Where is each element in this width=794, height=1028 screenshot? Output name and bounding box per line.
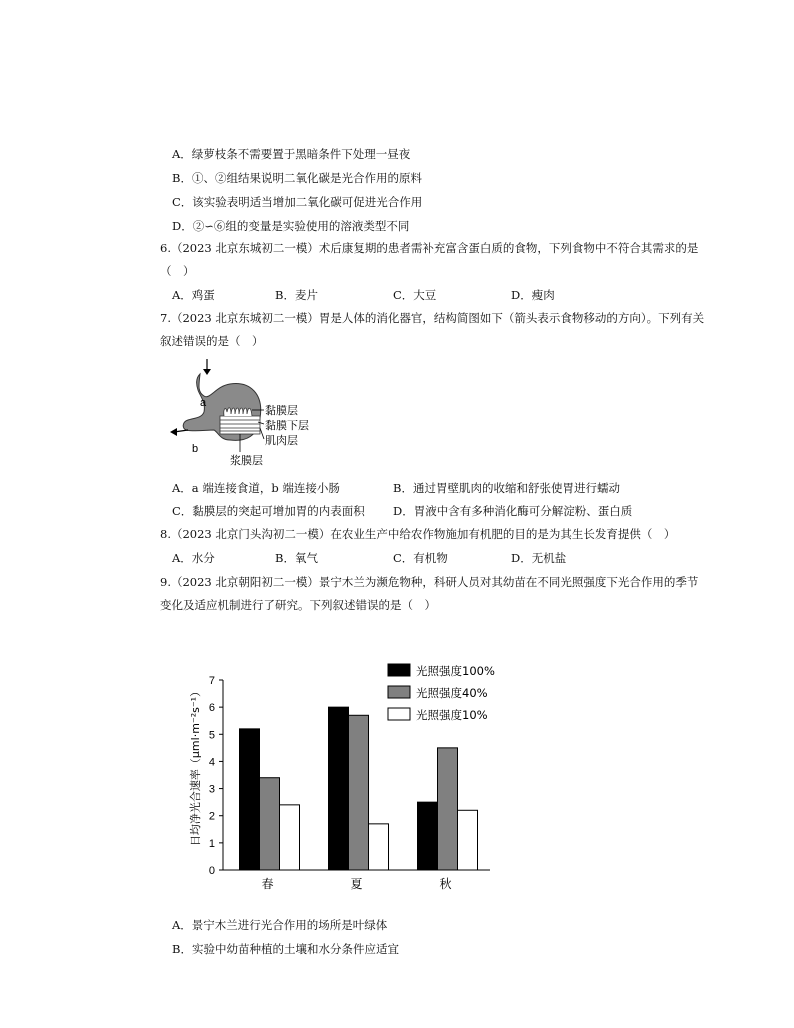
q7-option-a: A．a 端连接食道，b 端连接小肠 [172,481,340,495]
chart-y-axis-label: 日均净光合速率（μml·m⁻²s⁻¹） [189,685,202,847]
y-tick-label: 4 [208,756,215,769]
x-category-label: 夏 [350,877,363,891]
y-tick-label: 1 [208,837,215,850]
q8-option-a: A．水分 [172,551,215,565]
q9-option-a: A．景宁木兰进行光合作用的场所是叶绿体 [172,918,388,932]
q7-option-b: B．通过胃壁肌肉的收缩和舒张使胃进行蠕动 [393,481,620,495]
q5-option-c: C．该实验表明适当增加二氧化碳可促进光合作用 [172,195,423,209]
y-tick-label: 5 [208,729,215,742]
bar [369,824,389,870]
q5-option-b: B．①、②组结果说明二氧化碳是光合作用的原料 [172,171,422,185]
chart-legend [388,664,495,722]
chart-bars [240,707,478,870]
stomach-diagram [164,356,314,472]
y-tick-label: 0 [208,865,215,877]
legend-label: 光照强度100% [416,664,495,678]
bar [240,729,260,870]
label-b: b [192,443,199,455]
q6-option-b: B．麦片 [275,288,318,302]
q6-option-d: D．瘦肉 [511,288,555,302]
bar [280,805,300,870]
bar [329,707,349,870]
legend-swatch [388,686,410,698]
q7-stem-line1: 7.（2023 北京东城初二一模）胃是人体的消化器官，结构简图如下（箭头表示食物移动的方向）。下列有关 [160,311,705,325]
bar [438,748,458,870]
q6-stem-line2: （ ） [160,264,195,278]
legend-swatch [388,708,410,720]
q9-option-b: B．实验中幼苗种植的土壤和水分条件应适宜 [172,942,399,956]
label-serosa: 浆膜层 [230,454,263,467]
legend-label: 光照强度40% [416,686,488,700]
y-tick-label: 3 [208,783,215,796]
label-muscle: 肌肉层 [265,434,298,447]
chart-ticks [209,675,223,877]
legend-swatch [388,664,410,676]
q5-option-a: A．绿萝枝条不需要置于黑暗条件下处理一昼夜 [172,147,411,161]
q8-option-b: B．氧气 [275,551,318,565]
q9-stem-line2: 变化及适应机制进行了研究。下列叙述错误的是（ ） [160,598,436,612]
label-a: a [200,397,207,409]
q8-stem: 8.（2023 北京门头沟初二一模）在农业生产中给农作物施加有机肥的目的是为其生长发育提供（ ） [160,527,676,541]
y-tick-label: 6 [208,702,215,715]
bar [260,778,280,870]
q7-option-d: D．胃液中含有多种消化酶可分解淀粉、蛋白质 [393,504,633,518]
q8-option-d: D．无机盐 [511,551,567,565]
q9-stem-line1: 9.（2023 北京朝阳初二一模）景宁木兰为濒危物种，科研人员对其幼苗在不同光照强度下光合作用的季节 [160,575,699,589]
q5-option-d: D．②∽⑥组的变量是实验使用的溶液类型不同 [172,219,410,233]
q8-option-c: C．有机物 [393,551,448,565]
y-tick-label: 7 [208,675,215,687]
q6-option-c: C．大豆 [393,288,437,302]
q6-stem-line1: 6.（2023 北京东城初二一模）术后康复期的患者需补充富含蛋白质的食物，下列食物中不符合其需求的是 [160,241,699,255]
label-mucosa: 黏膜层 [265,404,298,417]
bar-chart [170,652,510,897]
q6-option-a: A．鸡蛋 [172,288,215,302]
x-category-label: 秋 [439,877,452,891]
y-tick-label: 2 [208,810,215,823]
food-in-arrowhead [203,369,211,375]
q7-stem-line2: 叙述错误的是（ ） [160,334,264,348]
label-submucosa: 黏膜下层 [265,419,309,432]
bar [349,715,369,870]
food-out-arrowhead [170,428,177,436]
bar [458,810,478,870]
bar [418,802,438,870]
chart-categories [261,876,451,891]
x-category-label: 春 [261,877,274,891]
legend-label: 光照强度10% [416,708,488,722]
q7-option-c: C．黏膜层的突起可增加胃的内表面积 [172,504,365,518]
